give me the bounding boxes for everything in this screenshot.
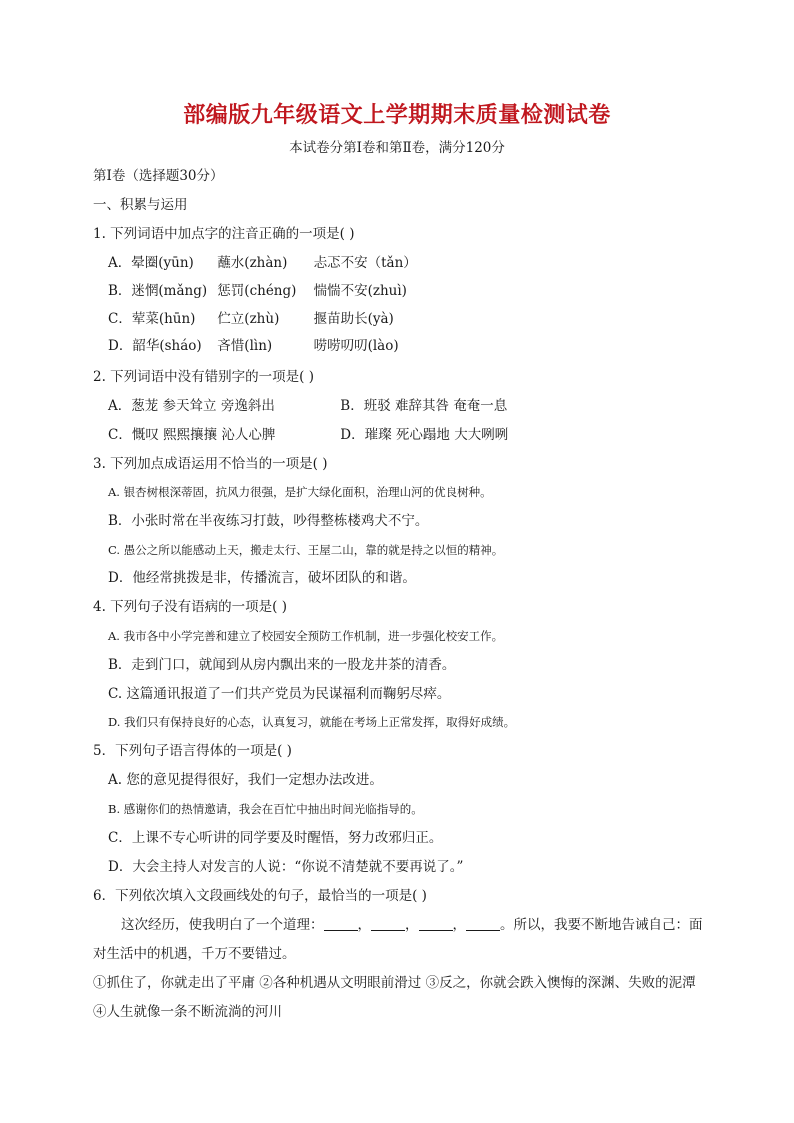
- option-word: B．迷惘(mǎng): [108, 283, 208, 299]
- question-6-passage: [93, 911, 703, 969]
- question-2-options-ab: [108, 396, 507, 416]
- option-word: 忐忑不安（tǎn）: [313, 255, 417, 271]
- question-1-option-d: [108, 336, 399, 356]
- question-4-option-b: B．走到门口，就闻到从房内飘出来的一股龙井茶的清香。: [108, 657, 456, 673]
- question-5-option-d: D．大会主持人对发言的人说：“你说不清楚就不要再说了。”: [108, 859, 464, 875]
- question-4-option-d: D. 我们只有保持良好的心态，认真复习，就能在考场上正常发挥，取得好成绩。: [108, 715, 516, 729]
- question-1-option-a: [108, 253, 417, 273]
- exam-title: 部编版九年级语文上学期期末质量检测试卷: [183, 103, 611, 128]
- blank-separator: ，: [405, 917, 419, 933]
- question-3-option-a: A. 银杏树根深蒂固，抗风力很强，是扩大绿化面积，治理山河的优良树种。: [108, 485, 492, 499]
- question-5-option-a: A. 您的意见提得很好，我们一定想办法改进。: [108, 772, 383, 788]
- question-3-option-c: C. 愚公之所以能感动上天，搬走太行、王屋二山，靠的就是持之以恒的精神。: [108, 543, 504, 557]
- question-2-options-cd: [108, 425, 508, 445]
- exam-subtitle: 本试卷分第Ⅰ卷和第Ⅱ卷，满分120分: [289, 140, 505, 156]
- option-word: 揠苗助长(yà): [313, 311, 394, 327]
- question-4-stem: 4. 下列句子没有语病的一项是( ): [93, 599, 287, 615]
- question-1-option-b: [108, 281, 407, 301]
- question-5-option-b: B. 感谢你们的热情邀请，我会在百忙中抽出时间光临指导的。: [108, 802, 423, 816]
- question-1-option-c: [108, 309, 394, 329]
- option-word: C．荤菜(hūn): [108, 311, 196, 327]
- passage-end: 。所以，我要不断地告诫自己：面对生活中的机遇，千万不要错过。: [93, 917, 703, 962]
- question-2-option-c: C．慨叹 熙熙攘攘 沁人心脾: [108, 427, 276, 443]
- fill-blank: [324, 916, 358, 931]
- question-3-stem: 3. 下列加点成语运用不恰当的一项是( ): [93, 456, 328, 472]
- option-word: 蘸水(zhàn): [217, 255, 288, 271]
- question-5-option-c: C．上课不专心听讲的同学要及时醒悟，努力改邪归正。: [108, 830, 443, 846]
- passage-start: 这次经历，使我明白了一个道理：: [121, 917, 324, 933]
- option-word: 吝惜(lìn): [217, 338, 273, 354]
- question-2-option-b: B．班驳 难辞其咎 奄奄一息: [340, 398, 508, 414]
- question-5-stem: 5．下列句子语言得体的一项是( ): [93, 743, 292, 759]
- section-heading: 一、积累与运用: [93, 197, 188, 213]
- option-word: 伫立(zhù): [217, 311, 280, 327]
- blank-separator: ，: [357, 917, 371, 933]
- question-2-stem: 2. 下列词语中没有错别字的一项是( ): [93, 369, 314, 385]
- option-word: 惴惴不安(zhuì): [313, 283, 407, 299]
- fill-blank: [419, 916, 453, 931]
- option-word: 惩罚(chéng): [217, 283, 297, 299]
- question-3-option-d: D．他经常挑拨是非，传播流言，破坏团队的和谐。: [108, 570, 416, 586]
- option-word: D．韶华(sháo): [108, 338, 202, 354]
- fill-blank: [371, 916, 405, 931]
- question-6-stem: 6．下列依次填入文段画线处的句子，最恰当的一项是( ): [93, 888, 427, 904]
- question-2-option-a: A．葱茏 参天耸立 旁逸斜出: [108, 398, 275, 414]
- option-word: 唠唠叨叨(lào): [313, 338, 399, 354]
- part-heading: 第Ⅰ卷（选择题30分）: [93, 168, 224, 184]
- question-6-options: ①抓住了，你就走出了平庸 ②各种机遇从文明眼前滑过 ③反之，你就会跌入懊悔的深渊、失败的泥潭 ④人生就像一条不断流淌的河川: [93, 975, 696, 1020]
- blank-separator: ，: [452, 917, 466, 933]
- fill-blank: [466, 916, 500, 931]
- question-2-option-d: D．璀璨 死心蹋地 大大咧咧: [340, 427, 509, 443]
- question-4-option-c: C. 这篇通讯报道了一们共产党员为民谋福利而鞠躬尽瘁。: [108, 686, 451, 702]
- question-3-option-b: B．小张时常在半夜练习打鼓，吵得整栋楼鸡犬不宁。: [108, 513, 429, 529]
- question-1-stem: 1. 下列词语中加点字的注音正确的一项是( ): [93, 226, 355, 242]
- question-4-option-a: A. 我市各中小学完善和建立了校园安全预防工作机制，进一步强化校安工作。: [108, 629, 504, 643]
- option-word: A．晕圈(yūn): [108, 255, 194, 271]
